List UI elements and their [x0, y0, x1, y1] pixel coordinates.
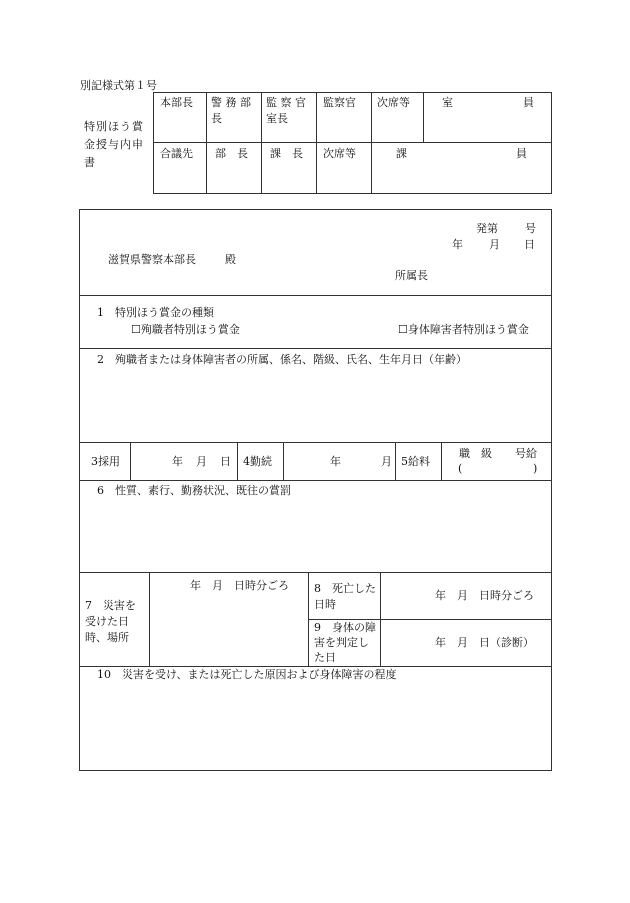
addressee: 滋賀県警察本部長: [108, 253, 196, 266]
date-hi: 日: [524, 238, 535, 251]
row-divider: [149, 572, 150, 666]
section-8-label: 8 死亡した日時: [314, 582, 376, 611]
section-4-label: 4勤続: [243, 455, 272, 468]
approval-col-divider: [423, 92, 424, 142]
section-7-label: 7 災害を受けた日時、場所: [85, 599, 136, 644]
section-divider: [79, 348, 552, 349]
section-5-label: 5給料: [401, 455, 430, 468]
form-number: 別記様式第１号: [80, 79, 157, 92]
option-shintaishogaisha: ☐身体障害者特別ほう賞金: [398, 323, 529, 336]
approval-col-divider: [371, 92, 372, 194]
date-nen: 年: [452, 238, 463, 251]
cell-jisekito-2: 次席等: [323, 147, 356, 160]
section-divider: [79, 442, 552, 443]
section-divider: [79, 295, 552, 296]
s5-close-paren: ): [533, 462, 538, 475]
s5-shoku: 職 級: [459, 447, 492, 460]
approval-col-divider: [261, 92, 262, 194]
date-tsuki: 月: [489, 238, 500, 251]
s4-nen: 年: [330, 455, 341, 468]
section-1-label: 1 特別ほう賞金の種類: [97, 306, 214, 319]
approval-col-divider: [316, 92, 317, 194]
section-6-label: 6 性質、素行、勤務状況、既往の賞罰: [97, 484, 291, 497]
cell-honbucho: 本部長: [160, 96, 193, 109]
s3-tsuki: 月: [196, 455, 207, 468]
section-divider: [79, 480, 552, 481]
cell-keimubucho: 警 務 部 長: [211, 96, 251, 125]
cell-ka: 課: [396, 147, 407, 160]
section-10-label: 10 災害を受け、または死亡した原因および身体障害の程度: [97, 668, 397, 681]
row-divider: [283, 442, 284, 480]
option-junshokusha: ☐殉職者特別ほう賞金: [131, 323, 240, 336]
cell-kansatsukanshitsucho: 監 察 官 室長: [266, 96, 306, 125]
dono: 殿: [225, 253, 236, 266]
section-2-label: 2 殉職者または身体障害者の所属、係名、階級、氏名、生年月日（年齢）: [97, 353, 467, 366]
approval-title: 特別ほう賞金授与内申書: [84, 120, 144, 169]
go-label: 号: [525, 222, 536, 235]
approval-col-divider: [206, 92, 207, 194]
cell-in-1: 員: [523, 96, 534, 109]
cell-in-2: 員: [516, 147, 527, 160]
section-9-label: 9 身体の障害を判定した日: [314, 621, 376, 664]
s9-date: 年 月 日（診断）: [435, 636, 534, 649]
s5-open-paren: (: [458, 462, 463, 475]
row-divider: [130, 442, 131, 480]
s5-gokyu: 号給: [515, 447, 537, 460]
cell-kansatsukan: 監察官: [323, 96, 356, 109]
s8-date: 年 月 日時分ごろ: [435, 589, 534, 602]
s7-date: 年 月 日時分ごろ: [190, 579, 289, 592]
row-divider: [237, 442, 238, 480]
approval-row-divider: [153, 142, 552, 143]
section-3-label: 3採用: [91, 455, 120, 468]
s4-tsuki: 月: [381, 455, 392, 468]
cell-shitsu: 室: [442, 96, 453, 109]
shozokucho: 所属長: [395, 269, 428, 282]
s3-nen: 年: [172, 455, 183, 468]
cell-bucho: 部 長: [215, 147, 248, 160]
s3-hi: 日: [220, 455, 231, 468]
cell-jisekito-1: 次席等: [377, 96, 410, 109]
cell-kacho: 課 長: [270, 147, 303, 160]
hatsu-label: 発第: [476, 222, 498, 235]
cell-gigisaki: 合議先: [160, 147, 193, 160]
row-divider: [395, 442, 396, 480]
row-divider: [441, 442, 442, 480]
